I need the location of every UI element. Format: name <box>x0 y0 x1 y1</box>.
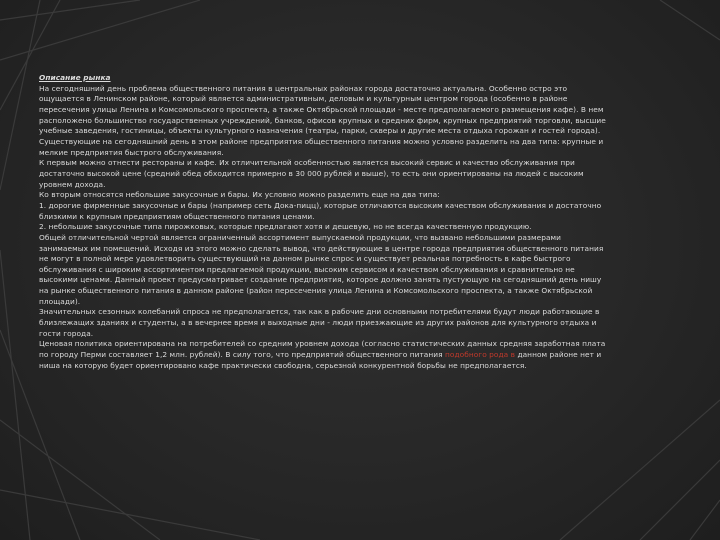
decorative-line <box>0 490 260 540</box>
paragraph: К первым можно отнести рестораны и кафе. Их отличительной особенностью является высокий сервис и качество обслуживания при достаточно высокой цене (средний обед обходится примерно в 30 000 рублей и выше), то есть они ориентированы на людей с высоким уровнем дохода. <box>39 158 584 189</box>
paragraph-last-end: данном районе нет и ниша на которую будет ориентировано кафе практически свободна, серьезной конкурентной борьбы не предполагается. <box>39 350 602 370</box>
paragraph: Значительных сезонных колебаний спроса не предполагается, так как в рабочие дни основными потребителями будут люди работающие в близлежащих зданиях и студенты, а в вечернее время и выходные дни - люди приезжающие из других районов для культурного отдыха и гости города. <box>39 307 600 338</box>
paragraph-last <box>39 339 611 371</box>
paragraph: Ко вторым относятся небольшие закусочные и бары. Их условно можно разделить еще на два типа: <box>39 190 440 200</box>
decorative-line <box>690 500 720 540</box>
slide-heading: Описание рынка <box>39 73 111 82</box>
paragraph: Общей отличительной чертой является ограниченный ассортимент выпускаемой продукции, что вызвано небольшими размерами занимаемых им помещений. Исходя из этого можно сделать вывод, что действующие в центре города предприятия общественного питания не могут в полной мере удовлетворить существующий на данном рынке спрос и существует реальная потребность в кафе быстрого обслуживания с широким ассортиментом предлагаемой продукции, высоким сервисом и качеством обслуживания и сравнительно не высокими ценами. Данный проект предусматривает создание предприятия, которое должно занять пустующую на сегодняшний день нишу на рынке общественного питания в данном районе (район пересечения улица Ленина и Комсомольского проспекта, а также Октябрьской площади). <box>39 232 604 306</box>
paragraph: 1. дорогие фирменные закусочные и бары (например сеть Дока-пицц), которые отличаются высоким качеством обслуживания и достаточно близкими к крупным предприятиям общественного питания ценами. <box>39 200 602 221</box>
paragraph: 2. небольшие закусочные типа пирожковых, которые предлагают хотя и дешевую, но не всегда качественную продукцию. <box>39 222 532 232</box>
slide-text-block <box>39 73 611 371</box>
decorative-line <box>640 460 720 540</box>
decorative-line <box>560 400 720 540</box>
decorative-line <box>0 420 160 540</box>
decorative-line <box>660 0 720 40</box>
decorative-line <box>0 0 140 20</box>
paragraph: На сегодняшний день проблема общественного питания в центральных районах города достаточно актуальна. Особенно остро это ощущается в Ленинском районе, который является административным, деловым и культурным центром города (особенно в районе пересечения улицы Ленина и Комсомольского проспекта, а также Октябрьской площади - месте предполагаемого размещения кафе). В нем расположено большинство государственных учреждений, банков, офисов крупных и средних фирм, крупных предприятий торговли, высшие учебные заведения, гостиницы, объекты культурного назначения (театры, парки, скверы и другие места отдыха горожан и гостей города). Существующие на сегодняшний день в этом районе предприятия общественного питания можно условно разделить на два типа: крупные и мелкие предприятия быстрого обслуживания. <box>39 83 606 157</box>
decorative-line <box>0 0 40 190</box>
decorative-line <box>0 0 200 60</box>
paragraph-last-start: Ценовая политика ориентирована на потребителей со средним уровнем дохода (согласно статистических данных средняя заработная плата по городу Перми составляет 1,2 млн. рублей). В силу того, что предприятий общественного питания <box>39 339 606 360</box>
highlighted-text: подобного рода в <box>445 350 516 360</box>
decorative-line <box>0 250 30 540</box>
